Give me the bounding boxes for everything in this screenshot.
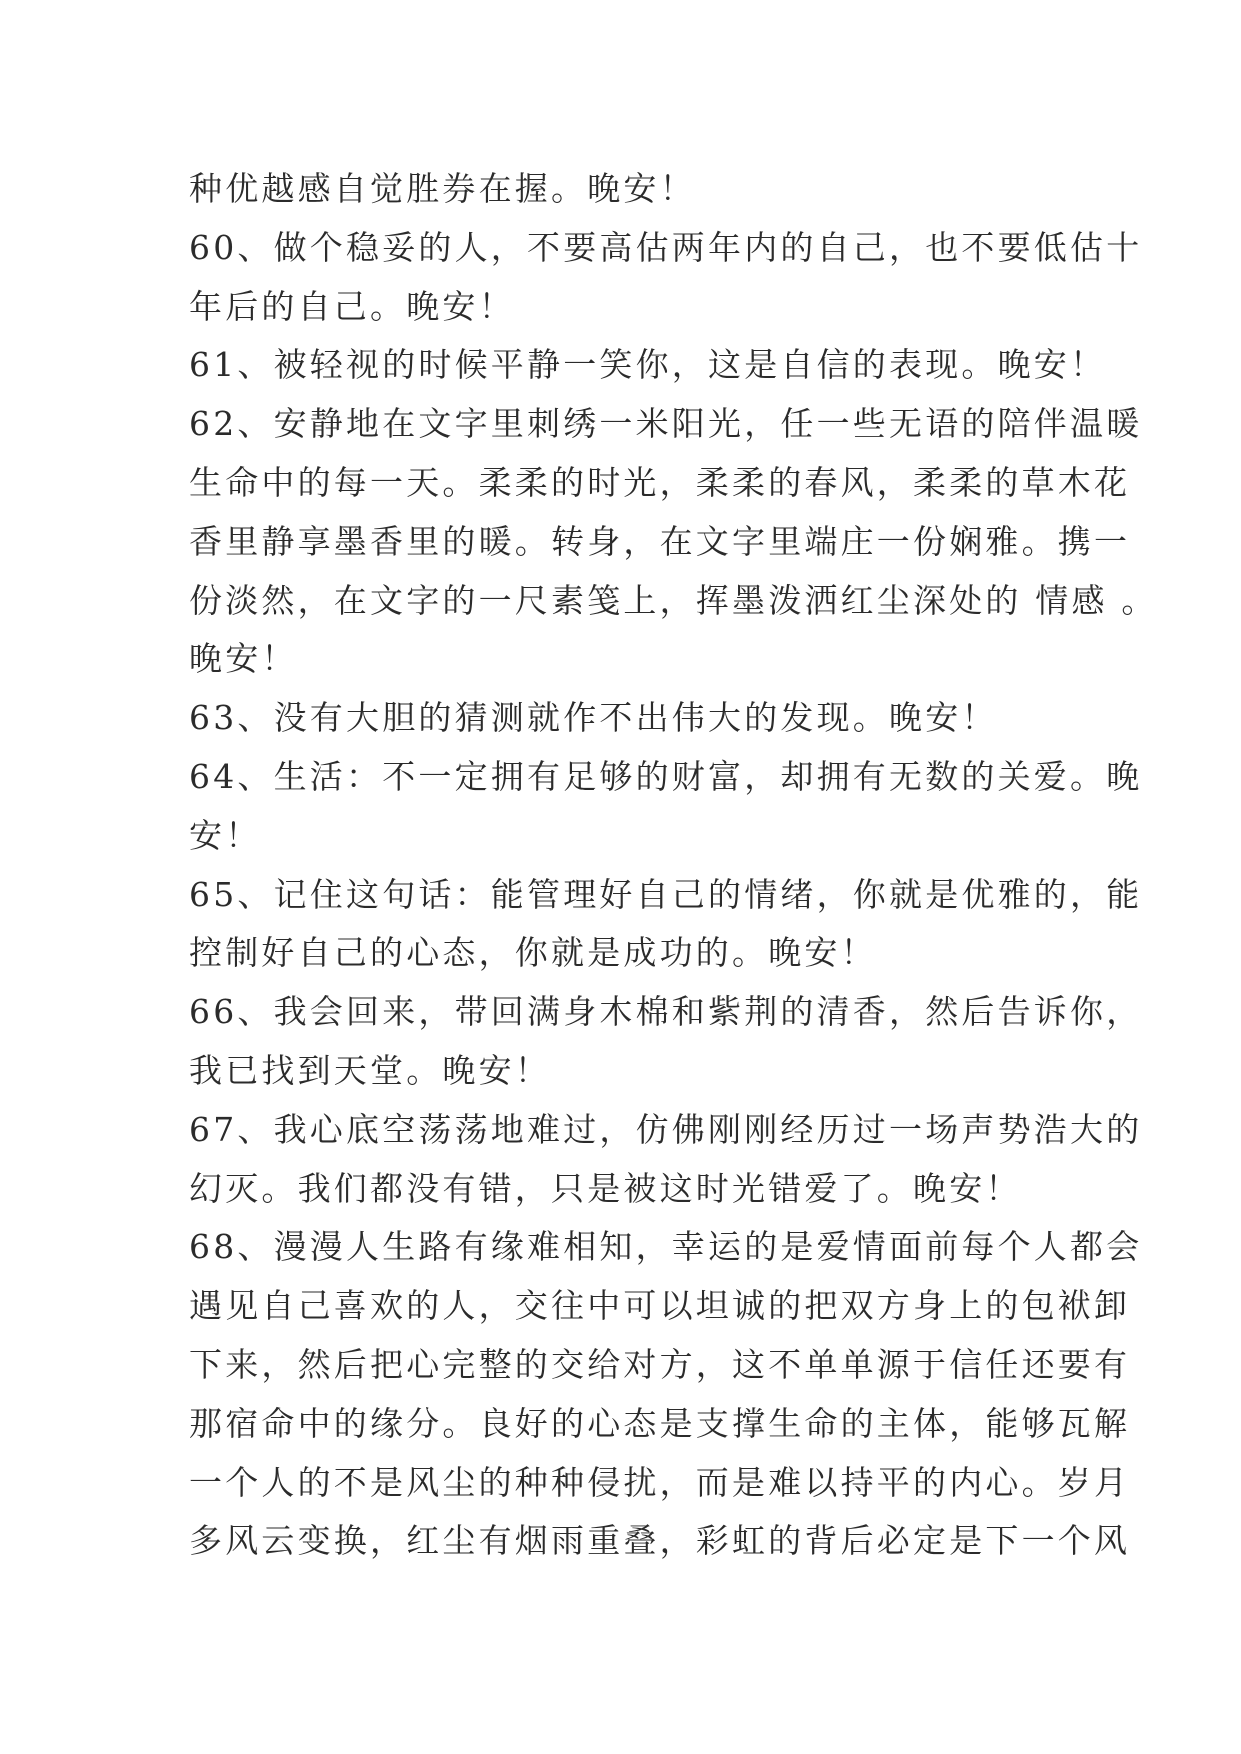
text-line: 控制好自己的心态，你就是成功的。晚安！ — [189, 933, 877, 973]
text-line: 种优越感自觉胜券在握。晚安！ — [189, 169, 696, 208]
text-line: 生命中的每一天。柔柔的时光，柔柔的春风，柔柔的草木花 — [189, 462, 1131, 502]
text-line: 64、生活：不一定拥有足够的财富，却拥有无数的关爱。晚 — [189, 756, 1143, 796]
text-line: 份淡然，在文字的一尺素笺上，挥墨泼洒红尘深处的 情感 。 — [189, 580, 1158, 620]
text-line: 我已找到天堂。晚安！ — [189, 1050, 551, 1090]
text-line: 下来，然后把心完整的交给对方，这不单单源于信任还要有 — [189, 1344, 1131, 1384]
text-line: 66、我会回来，带回满身木棉和紫荆的清香，然后告诉你， — [189, 992, 1143, 1032]
text-line: 香里静享墨香里的暖。转身，在文字里端庄一份娴雅。携一 — [189, 521, 1131, 561]
text-line: 一个人的不是风尘的种种侵扰，而是难以持平的内心。岁月 — [189, 1462, 1131, 1502]
text-line: 65、记住这句话：能管理好自己的情绪，你就是优雅的，能 — [189, 874, 1143, 914]
text-line: 63、没有大胆的猜测就作不出伟大的发现。晚安！ — [189, 698, 998, 738]
text-line: 60、做个稳妥的人，不要高估两年内的自己，也不要低估十 — [189, 227, 1143, 267]
text-line: 那宿命中的缘分。良好的心态是支撑生命的主体，能够瓦解 — [189, 1403, 1131, 1443]
text-line: 67、我心底空荡荡地难过，仿佛刚刚经历过一场声势浩大的 — [189, 1109, 1143, 1149]
text-line: 遇见自己喜欢的人，交往中可以坦诚的把双方身上的包袱卸 — [189, 1286, 1131, 1326]
text-line: 68、漫漫人生路有缘难相知，幸运的是爱情面前每个人都会 — [189, 1227, 1143, 1267]
text-line: 晚安！ — [189, 639, 298, 679]
document-body — [189, 160, 1158, 1571]
text-line: 年后的自己。晚安！ — [189, 286, 515, 326]
text-line: 61、被轻视的时候平静一笑你，这是自信的表现。晚安！ — [189, 345, 1107, 385]
text-line: 安！ — [189, 815, 262, 855]
text-line: 幻灭。我们都没有错，只是被这时光错爱了。晚安！ — [189, 1168, 1022, 1208]
text-line: 多风云变换，红尘有烟雨重叠，彩虹的背后必定是下一个风 — [189, 1521, 1131, 1561]
text-line: 62、安静地在文字里刺绣一米阳光，任一些无语的陪伴温暖 — [189, 404, 1143, 444]
